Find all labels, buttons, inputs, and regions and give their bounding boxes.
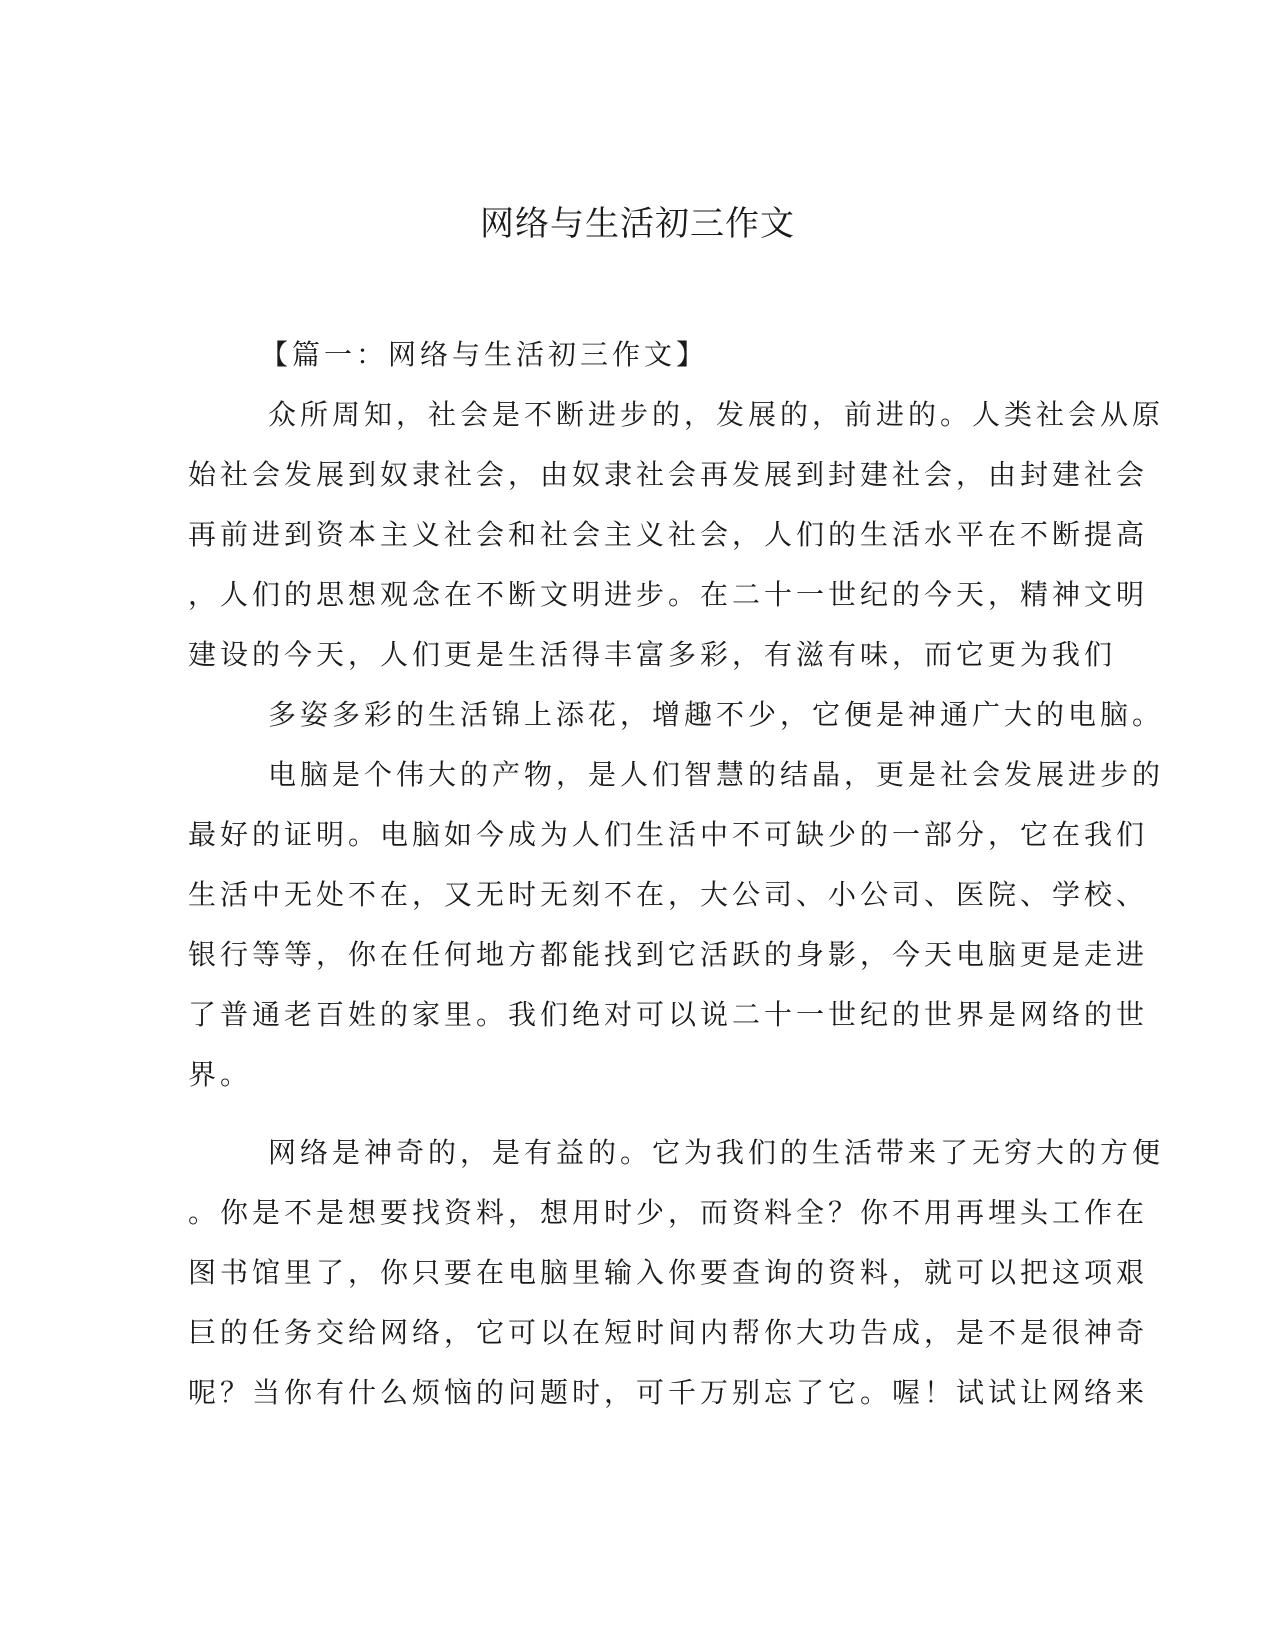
paragraph-line: 界。 bbox=[188, 1058, 253, 1091]
paragraph bbox=[188, 1123, 1165, 1423]
document-title: 网络与生活初三作文 bbox=[480, 204, 795, 244]
paragraph-line: 了普通老百姓的家里。我们绝对可以说二十一世纪的世界是网络的世 bbox=[188, 998, 1149, 1031]
paragraph-line: ，人们的思想观念在不断文明进步。在二十一世纪的今天，精神文明 bbox=[188, 578, 1149, 611]
paragraph-line: 再前进到资本主义社会和社会主义社会，人们的生活水平在不断提高 bbox=[188, 518, 1149, 551]
paragraph-line: 始社会发展到奴隶社会，由奴隶社会再发展到封建社会，由封建社会 bbox=[188, 458, 1149, 491]
paragraph-line: 多姿多彩的生活锦上添花，增趣不少，它便是神通广大的电脑。 bbox=[268, 698, 1165, 731]
paragraph bbox=[188, 745, 1165, 1105]
paragraph bbox=[188, 685, 1165, 745]
document-body bbox=[188, 325, 1165, 1423]
section-heading: 【篇一：网络与生活初三作文】 bbox=[260, 338, 709, 371]
paragraph bbox=[188, 385, 1165, 685]
paragraph-line: 网络是神奇的，是有益的。它为我们的生活带来了无穷大的方便 bbox=[268, 1136, 1165, 1169]
paragraph-line: 巨的任务交给网络，它可以在短时间内帮你大功告成，是不是很神奇 bbox=[188, 1316, 1149, 1349]
paragraph-line: 图书馆里了，你只要在电脑里输入你要查询的资料，就可以把这项艰 bbox=[188, 1256, 1149, 1289]
paragraph-line: 。你是不是想要找资料，想用时少，而资料全？你不用再埋头工作在 bbox=[188, 1196, 1149, 1229]
paragraph-line: 生活中无处不在，又无时无刻不在，大公司、小公司、医院、学校、 bbox=[188, 878, 1149, 911]
paragraph-line: 银行等等，你在任何地方都能找到它活跃的身影，今天电脑更是走进 bbox=[188, 938, 1149, 971]
paragraph-line: 电脑是个伟大的产物，是人们智慧的结晶，更是社会发展进步的 bbox=[268, 758, 1165, 791]
paragraph-line: 呢？当你有什么烦恼的问题时，可千万别忘了它。喔！试试让网络来 bbox=[188, 1376, 1149, 1409]
paragraph-line: 众所周知，社会是不断进步的，发展的，前进的。人类社会从原 bbox=[268, 398, 1165, 431]
paragraph-spacer bbox=[188, 1105, 1088, 1123]
paragraph-line: 最好的证明。电脑如今成为人们生活中不可缺少的一部分，它在我们 bbox=[188, 818, 1149, 851]
paragraph-line: 建设的今天，人们更是生活得丰富多彩，有滋有味，而它更为我们 bbox=[188, 638, 1117, 671]
